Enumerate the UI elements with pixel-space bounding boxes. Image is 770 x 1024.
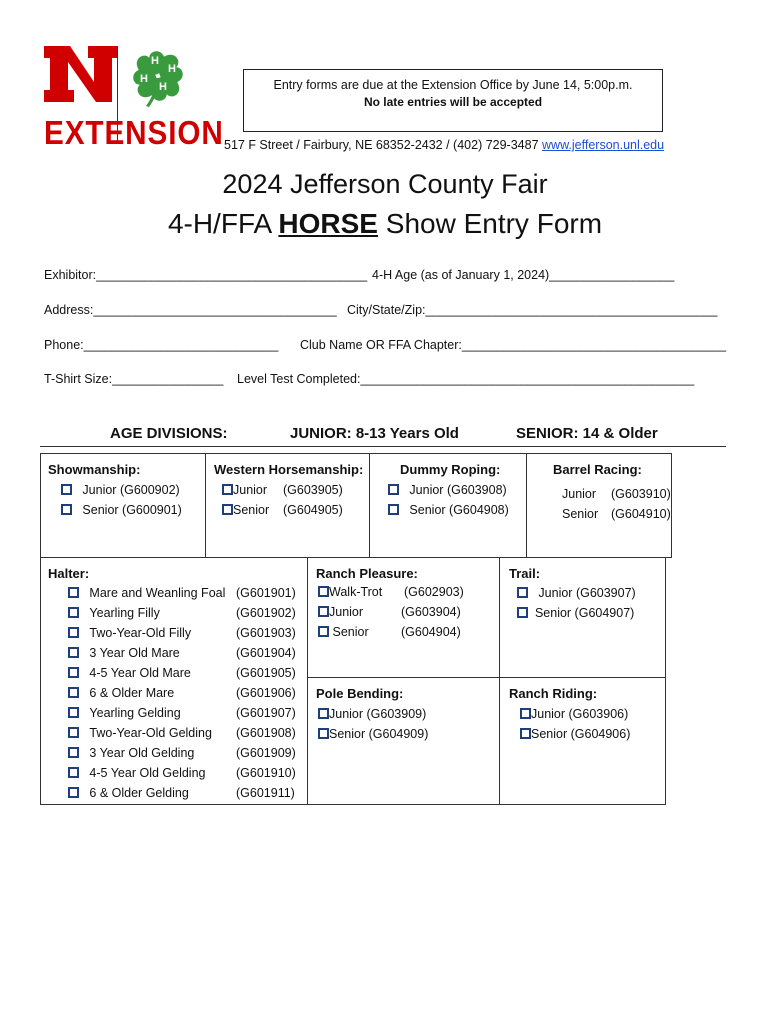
checkbox[interactable]: [61, 504, 72, 515]
checkbox[interactable]: [520, 728, 531, 739]
item-label: Mare and Weanling Foal: [89, 586, 226, 600]
checkbox[interactable]: [520, 708, 531, 719]
item-code: (G601903): [236, 626, 296, 640]
halter-item[interactable]: [68, 766, 205, 780]
item-code: (G604905): [283, 503, 343, 517]
pole-bending-title: Pole Bending:: [316, 686, 404, 701]
club-field[interactable]: Club Name OR FFA Chapter:______________________________________: [300, 338, 727, 352]
halter-item[interactable]: [68, 706, 181, 720]
deadline-notice: Entry forms are due at the Extension Office by June 14, 5:00p.m.: [273, 78, 633, 92]
item-code: (G601906): [236, 686, 296, 700]
clover-h-text: H: [140, 73, 148, 85]
item-code: (G601905): [236, 666, 296, 680]
barrel-racing-title: Barrel Racing:: [553, 462, 642, 477]
dummy-junior[interactable]: [388, 483, 507, 497]
halter-item[interactable]: [68, 666, 191, 680]
form-title: [0, 208, 770, 240]
item-label: Senior (G604909): [329, 727, 429, 741]
office-address: [224, 138, 664, 152]
form-title-prefix: 4-H/FFA: [167, 208, 279, 239]
item-label: Two-Year-Old Filly: [89, 626, 192, 640]
showmanship-title: Showmanship:: [48, 462, 141, 477]
column-divider: [499, 557, 500, 805]
checkbox[interactable]: [68, 687, 79, 698]
item-code: (G601904): [236, 646, 296, 660]
junior-division: JUNIOR: 8-13 Years Old: [290, 425, 459, 442]
showmanship-senior[interactable]: [61, 503, 182, 517]
halter-item[interactable]: [68, 626, 191, 640]
age-divisions-label: AGE DIVISIONS:: [110, 425, 228, 442]
column-divider: [307, 557, 308, 805]
city-state-zip-field[interactable]: City/State/Zip:__________________________________________: [347, 303, 718, 317]
checkbox[interactable]: [68, 587, 79, 598]
checkbox[interactable]: [68, 627, 79, 638]
showmanship-junior[interactable]: [61, 483, 180, 497]
item-code: (G603905): [283, 483, 343, 497]
pole-junior[interactable]: [318, 707, 426, 721]
barrel-junior-label: Junior: [562, 487, 597, 501]
item-label: Senior: [233, 503, 270, 517]
item-label: Senior (G604908): [409, 503, 509, 517]
checkbox[interactable]: [388, 484, 399, 495]
checkbox[interactable]: [68, 607, 79, 618]
checkbox[interactable]: [318, 728, 329, 739]
ranch-pleasure-walk-trot[interactable]: [318, 585, 382, 599]
item-label: Junior: [329, 605, 364, 619]
item-label: 6 & Older Mare: [89, 686, 175, 700]
column-divider: [205, 453, 206, 558]
halter-item[interactable]: [68, 586, 225, 600]
column-divider: [526, 453, 527, 558]
halter-item[interactable]: [68, 726, 212, 740]
western-junior[interactable]: [222, 483, 267, 497]
item-label: Yearling Gelding: [89, 706, 181, 720]
checkbox[interactable]: [318, 708, 329, 719]
item-label: Junior (G600902): [82, 483, 180, 497]
ranch-riding-senior[interactable]: [520, 727, 630, 741]
item-label: Senior (G604907): [534, 606, 635, 620]
clover-h-text: H: [168, 63, 176, 75]
clover-h-text: H: [159, 81, 167, 93]
checkbox[interactable]: [388, 504, 399, 515]
ranch-riding-junior[interactable]: [520, 707, 628, 721]
checkbox[interactable]: [68, 727, 79, 738]
extension-wordmark: EXTENSION: [44, 114, 224, 151]
ranch-pleasure-title: Ranch Pleasure:: [316, 566, 418, 581]
trail-title: Trail:: [509, 566, 541, 581]
item-code: (G602903): [404, 585, 464, 599]
checkbox[interactable]: [68, 767, 79, 778]
ranch-pleasure-senior[interactable]: [318, 625, 369, 639]
trail-junior[interactable]: [517, 586, 636, 600]
item-code: (G601910): [236, 766, 296, 780]
item-code: (G601908): [236, 726, 296, 740]
checkbox[interactable]: [318, 626, 329, 637]
item-code: (G603904): [401, 605, 461, 619]
checkbox[interactable]: [517, 587, 528, 598]
checkbox[interactable]: [517, 607, 528, 618]
item-label: Junior: [233, 483, 268, 497]
trail-senior[interactable]: [517, 606, 634, 620]
checkbox[interactable]: [68, 787, 79, 798]
item-label: 4-5 Year Old Gelding: [89, 766, 206, 780]
address-field[interactable]: Address:___________________________________: [44, 303, 337, 317]
item-code: (G603910): [611, 487, 671, 501]
item-code: (G601911): [236, 786, 295, 800]
halter-item[interactable]: [68, 746, 194, 760]
checkbox[interactable]: [318, 606, 329, 617]
halter-item[interactable]: [68, 686, 174, 700]
ranch-pleasure-junior[interactable]: [318, 605, 363, 619]
exhibitor-field[interactable]: Exhibitor:_______________________________________: [44, 268, 368, 282]
halter-item[interactable]: [68, 646, 180, 660]
item-label: 3 Year Old Mare: [89, 646, 180, 660]
checkbox[interactable]: [222, 504, 233, 515]
senior-division: SENIOR: 14 & Older: [516, 425, 658, 442]
western-horsemanship-title: Western Horsemanship:: [214, 462, 364, 477]
item-label: 4-5 Year Old Mare: [89, 666, 191, 680]
checkbox[interactable]: [222, 484, 233, 495]
clover-h-text: H: [151, 55, 159, 67]
age-field[interactable]: 4-H Age (as of January 1, 2024)__________________: [372, 268, 675, 282]
checkbox[interactable]: [68, 747, 79, 758]
halter-item[interactable]: [68, 786, 189, 800]
item-code: (G601907): [236, 706, 296, 720]
form-title-horse: HORSE: [278, 208, 378, 239]
item-label: 3 Year Old Gelding: [89, 746, 195, 760]
nebraska-n-logo: [42, 44, 120, 104]
barrel-senior-label: Senior: [562, 507, 599, 521]
western-senior[interactable]: [222, 503, 269, 517]
checkbox[interactable]: [318, 586, 329, 597]
pole-senior[interactable]: [318, 727, 428, 741]
checkbox[interactable]: [68, 667, 79, 678]
ranch-riding-title: Ranch Riding:: [509, 686, 598, 701]
item-label: Senior (G600901): [82, 503, 182, 517]
halter-title: Halter:: [48, 566, 90, 581]
column-divider: [369, 453, 370, 558]
item-label: 6 & Older Gelding: [89, 786, 189, 800]
address-text: 517 F Street / Fairbury, NE 68352-2432 / (402) 729-3487: [224, 138, 543, 152]
item-label: Two-Year-Old Gelding: [89, 726, 212, 740]
item-label: Junior (G603907): [538, 586, 636, 600]
item-label: Junior (G603908): [409, 483, 507, 497]
item-code: (G604904): [401, 625, 461, 639]
checkbox[interactable]: [61, 484, 72, 495]
page-title: 2024 Jefferson County Fair: [222, 169, 548, 199]
tshirt-size-field[interactable]: T-Shirt Size:________________: [44, 372, 224, 386]
level-test-field[interactable]: Level Test Completed:________________________________________________: [237, 372, 695, 386]
website-link[interactable]: www.jefferson.unl.edu: [542, 138, 665, 152]
4h-clover-logo: [126, 44, 190, 108]
checkbox[interactable]: [68, 707, 79, 718]
item-code: (G601909): [236, 746, 296, 760]
form-title-suffix: Show Entry Form: [377, 208, 603, 239]
item-code: (G601901): [236, 586, 296, 600]
divider-line: [40, 446, 726, 447]
row-divider: [307, 677, 666, 678]
item-label: Junior (G603909): [329, 707, 427, 721]
item-label: Walk-Trot: [329, 585, 383, 599]
item-code: (G601902): [236, 606, 296, 620]
dummy-roping-title: Dummy Roping:: [400, 462, 501, 477]
item-label: Senior (G604906): [531, 727, 631, 741]
phone-field[interactable]: Phone:____________________________: [44, 338, 279, 352]
item-label: Junior (G603906): [531, 707, 629, 721]
halter-item[interactable]: [68, 606, 160, 620]
dummy-senior[interactable]: [388, 503, 509, 517]
item-label: Senior: [332, 625, 369, 639]
checkbox[interactable]: [68, 647, 79, 658]
item-code: (G604910): [611, 507, 671, 521]
late-entries-notice: No late entries will be accepted: [363, 95, 543, 109]
item-label: Yearling Filly: [89, 606, 160, 620]
